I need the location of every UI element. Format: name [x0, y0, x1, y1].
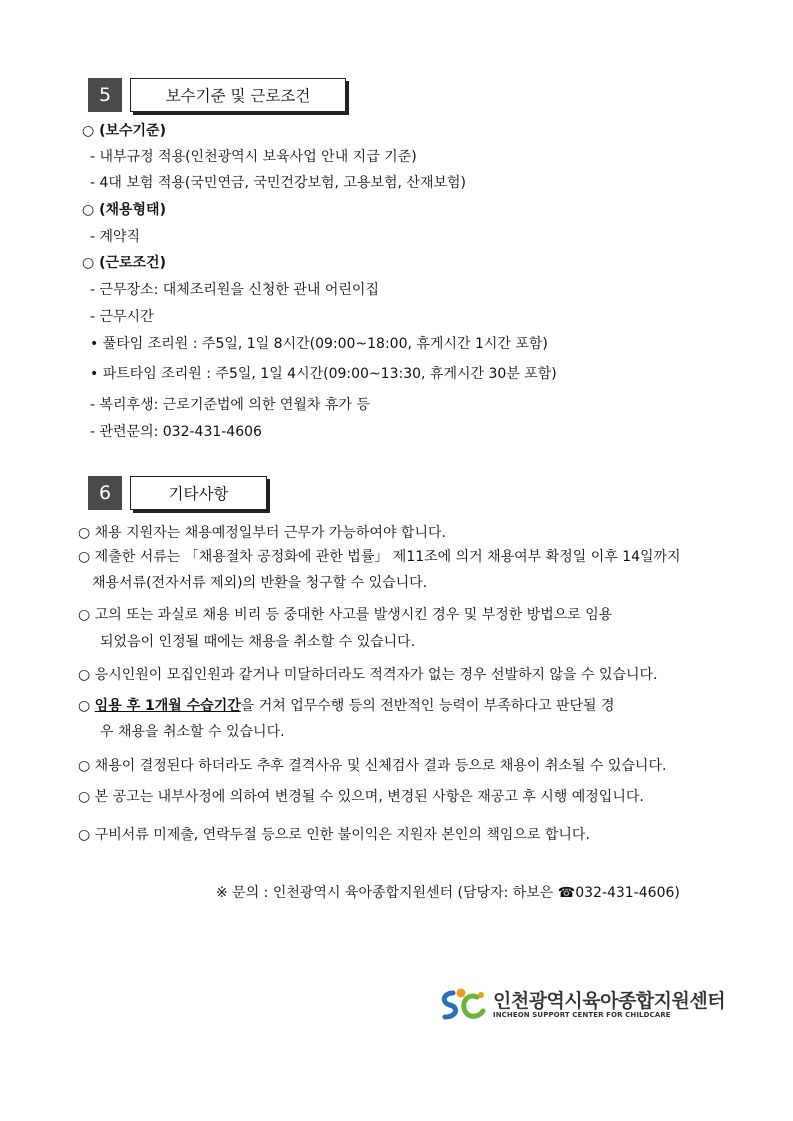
pay-item-1: - 내부규정 적용(인천광역시 보육사업 안내 지급 기준) — [90, 149, 417, 165]
notice-item-3b: 되었음이 인정될 때에는 채용을 취소할 수 있습니다. — [100, 634, 416, 650]
notice-item-2b: 채용서류(전자서류 제외)의 반환을 청구할 수 있습니다. — [92, 575, 428, 591]
section-6-header — [88, 476, 267, 510]
center-logo-name-en: INCHEON SUPPORT CENTER FOR CHILDCARE — [493, 1010, 671, 1019]
type-item-1: - 계약직 — [90, 229, 141, 245]
section-6-title: 기타사항 — [130, 476, 267, 510]
center-logo-icon — [437, 987, 489, 1023]
notice-item-5-rest: 을 거쳐 업무수행 등의 전반적인 능력이 부족하다고 판단될 경 — [240, 698, 615, 714]
center-logo-name-ko: 인천광역시육아종합지원센터 — [493, 989, 726, 1012]
type-heading: ○ (채용형태) — [82, 202, 166, 218]
notice-item-4: ○ 응시인원이 모집인원과 같거나 미달하더라도 적격자가 없는 경우 선발하지 않을 수 있습니다. — [78, 667, 658, 683]
notice-item-5a — [78, 696, 614, 716]
notice-item-3a: ○ 고의 또는 과실로 채용 비리 등 중대한 사고를 발생시킨 경우 및 부정한 방법으로 임용 — [78, 607, 613, 623]
pay-heading: ○ (보수기준) — [82, 123, 166, 139]
probation-emphasis: 임용 후 1개월 수습기간 — [94, 698, 241, 714]
notice-item-8: ○ 구비서류 미제출, 연락두절 등으로 인한 불이익은 지원자 본인의 책임으로 합니다. — [78, 827, 590, 843]
notice-item-6: ○ 채용이 결정된다 하더라도 추후 결격사유 및 신체검사 결과 등으로 채용이 취소될 수 있습니다. — [78, 758, 667, 774]
section-6-number: 6 — [88, 476, 122, 510]
work-item-2: - 근무시간 — [90, 309, 154, 325]
notice-item-1: ○ 채용 지원자는 채용예정일부터 근무가 가능하여야 합니다. — [78, 525, 446, 541]
notice-item-5b: 우 채용을 취소할 수 있습니다. — [100, 724, 285, 740]
section-5-header — [88, 78, 346, 112]
pay-item-2: - 4대 보험 적용(국민연금, 국민건강보험, 고용보험, 산재보험) — [90, 175, 466, 191]
work-item-3: • 풀타임 조리원 : 주5일, 1일 8시간(09:00~18:00, 휴게시간 1시간 포함) — [90, 336, 548, 352]
center-logo — [437, 987, 725, 1023]
contact-info: ※ 문의 : 인천광역시 육아종합지원센터 (담당자: 하보은 ☎032-431-4606) — [216, 885, 680, 901]
work-item-6: - 관련문의: 032-431-4606 — [90, 424, 262, 440]
work-item-4: • 파트타임 조리원 : 주5일, 1일 4시간(09:00~13:30, 휴게시간 30분 포함) — [90, 366, 557, 382]
work-item-5: - 복리후생: 근로기준법에 의한 연월차 휴가 등 — [90, 397, 370, 413]
section-5-title: 보수기준 및 근로조건 — [130, 78, 346, 112]
notice-item-5-prefix: ○ — [78, 698, 95, 714]
work-item-1: - 근무장소: 대체조리원을 신청한 관내 어린이집 — [90, 282, 379, 298]
section-5-number: 5 — [88, 78, 122, 112]
work-heading: ○ (근로조건) — [82, 255, 166, 271]
notice-item-7: ○ 본 공고는 내부사정에 의하여 변경될 수 있으며, 변경된 사항은 재공고 후 시행 예정입니다. — [78, 789, 644, 805]
notice-item-2a: ○ 제출한 서류는 「채용절차 공정화에 관한 법률」 제11조에 의거 채용여부 확정일 이후 14일까지 — [78, 549, 681, 565]
